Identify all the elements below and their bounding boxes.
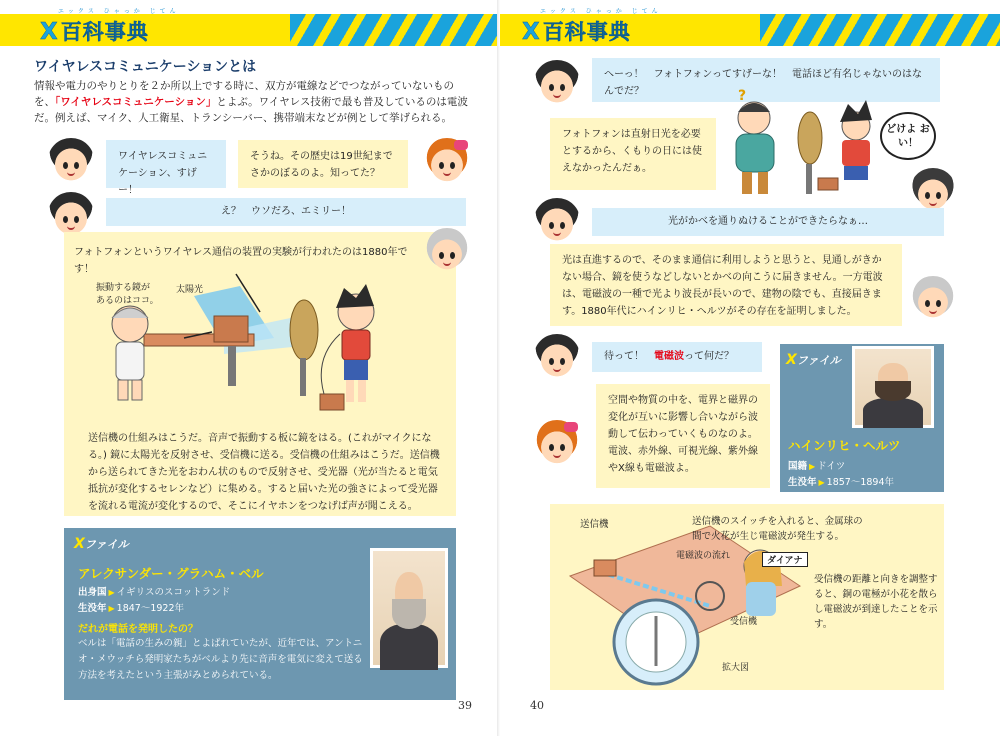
xfile-body: ベルは「電話の生みの親」とよばれていたが、近年では、アントニオ・メウッチら発明家たちがベルより先に音声を電気に変えて送る方法を考えたという主張がみとめられている。 <box>78 638 363 681</box>
intro-text: 情報や電力のやりとりを２か所以上でする時に、双方が電線などでつながっていないものを、「ワイヤレスコミュニケーション」とよぶ。ワイヤレス技術で最も普及しているのは電波だ。例えば、マイク、人工衛星、トランシーバー、携帯端末などが例として挙げられる。 <box>34 80 468 124</box>
xfile-lifespan: 生没年 ▶ 1847～1922年 <box>78 603 185 614</box>
xfile-lifespan: 生没年 ▶ 1857～1894年 <box>788 477 895 488</box>
speech-bubble: 光は直進するので、そのまま通信に利用しようと思うと、見通しがきかない場合、鏡を使うなどしないとかべの向こうに届きません。一方電波は、電磁波の一種で光より波長が長いので、建物の陰でも、直接届きます。1880年代にハインリヒ・ヘルツがその存在を証明しました。 <box>550 244 902 326</box>
illustration-label: 送信機 <box>580 519 609 530</box>
professor-character-avatar <box>424 228 470 272</box>
speech-bubble: フォトフォンは直射日光を必要とするから、くもりの日には使えなかったんだぁ。 <box>550 118 716 190</box>
page-number: 39 <box>458 699 472 712</box>
girl-character-avatar <box>424 138 470 182</box>
xfile-name: アレクサンダー・グラハム・ベル <box>78 566 264 581</box>
header-ruby: エックス ひゃっか じてん <box>58 8 180 15</box>
illustration-label: 受信機 <box>730 617 758 627</box>
boy-character-avatar <box>534 334 580 378</box>
hertz-portrait <box>852 346 934 428</box>
speech-bubble: 光がかべを通りぬけることができたらなぁ… <box>592 208 944 236</box>
section-title: ワイヤレスコミュニケーションとは <box>34 59 257 75</box>
boy-character-avatar <box>48 192 94 236</box>
girl-character-avatar <box>534 420 580 464</box>
speech-bubble: 空間や物質の中を、電界と磁界の変化が互いに影響し合いながら波動して伝わっていくものなのよ。電波、赤外線、可視光線、紫外線やX線も電磁波よ。 <box>596 384 770 488</box>
highlight-term: 電磁波 <box>654 351 684 362</box>
boy-character-avatar <box>534 60 580 104</box>
speech-bubble: そうね。その歴史は19世紀までさかのぼるのよ。知ってた？ <box>238 140 408 188</box>
character-name-tag: ダイアナ <box>762 552 808 567</box>
bell-portrait <box>370 548 448 668</box>
illustration-label: 振動する鏡が あるのはココ。 <box>96 283 159 306</box>
xfile-tag: Xファイル <box>74 536 129 552</box>
photophone-caption: フォトフォンというワイヤレス通信の装置の実験が行われたのは1880年です！ <box>74 247 408 275</box>
illustration-label: 太陽光 <box>176 285 204 295</box>
header-ruby: エックス ひゃっか じてん <box>540 8 662 15</box>
intro-highlight: 「ワイヤレスコミュニケーション」 <box>55 96 217 108</box>
boy-character-avatar <box>48 138 94 182</box>
xfile-name: ハインリヒ・ヘルツ <box>788 438 901 453</box>
speech-bubble: 待って！ 電磁波って何だ？ <box>592 342 762 372</box>
speech-bubble: え？ ウソだろ、エミリー！ <box>106 198 466 226</box>
header-title: X百科事典 <box>522 19 631 45</box>
experiment-text: 送信機のスイッチを入れると、金属球の間で火花が生じ電磁波が発生する。 <box>692 516 863 542</box>
mechanism-text: 送信機の仕組みはこうだ。音声で振動する板に鏡をはる。(これがマイクになる。) 鏡に太陽光を反射させ、受信機に送る。受信機の仕組みはこうだ。送信機から送られてきた光をおわん状のもので反射させ、受光器（光が当たると電気抵抗が変化するセレンなど）に集める。すると届いた光の強さによって受光器を流れる電流が変化するので、そこにイヤホンをつなげば声が聞こえる。 <box>88 433 440 512</box>
xfile-birthplace: 出身国 ▶ イギリスのスコットランド <box>78 587 231 598</box>
professor-character-avatar <box>910 276 956 320</box>
speech-bubble: ワイヤレスコミュニケーション、すげー！ <box>106 140 226 188</box>
shout-bubble: どけよ おい！ <box>880 112 936 160</box>
right-page <box>500 0 1000 736</box>
boy-character-avatar <box>534 198 580 242</box>
xfile-question: だれが電話を発明したの？ <box>78 624 198 635</box>
experiment-text: 受信機の距離と向きを調整すると、銅の電極が小花を散らし電磁波が到達したことを示す。 <box>814 574 938 630</box>
xfile-tag: Xファイル <box>786 352 841 368</box>
illustration-label: 電磁波の流れ <box>676 551 731 561</box>
xfile-nationality: 国籍 ▶ ドイツ <box>788 461 846 472</box>
kid-character-avatar <box>910 168 956 212</box>
illustration-label: 拡大図 <box>722 663 750 673</box>
page-number: 40 <box>530 699 544 712</box>
speech-bubble: へーっ！ フォトフォンってすげーな！ 電話ほど有名じゃないのはなんでだ？ <box>592 58 940 102</box>
header-title: X百科事典 <box>40 19 149 45</box>
question-mark: ? <box>738 88 747 104</box>
